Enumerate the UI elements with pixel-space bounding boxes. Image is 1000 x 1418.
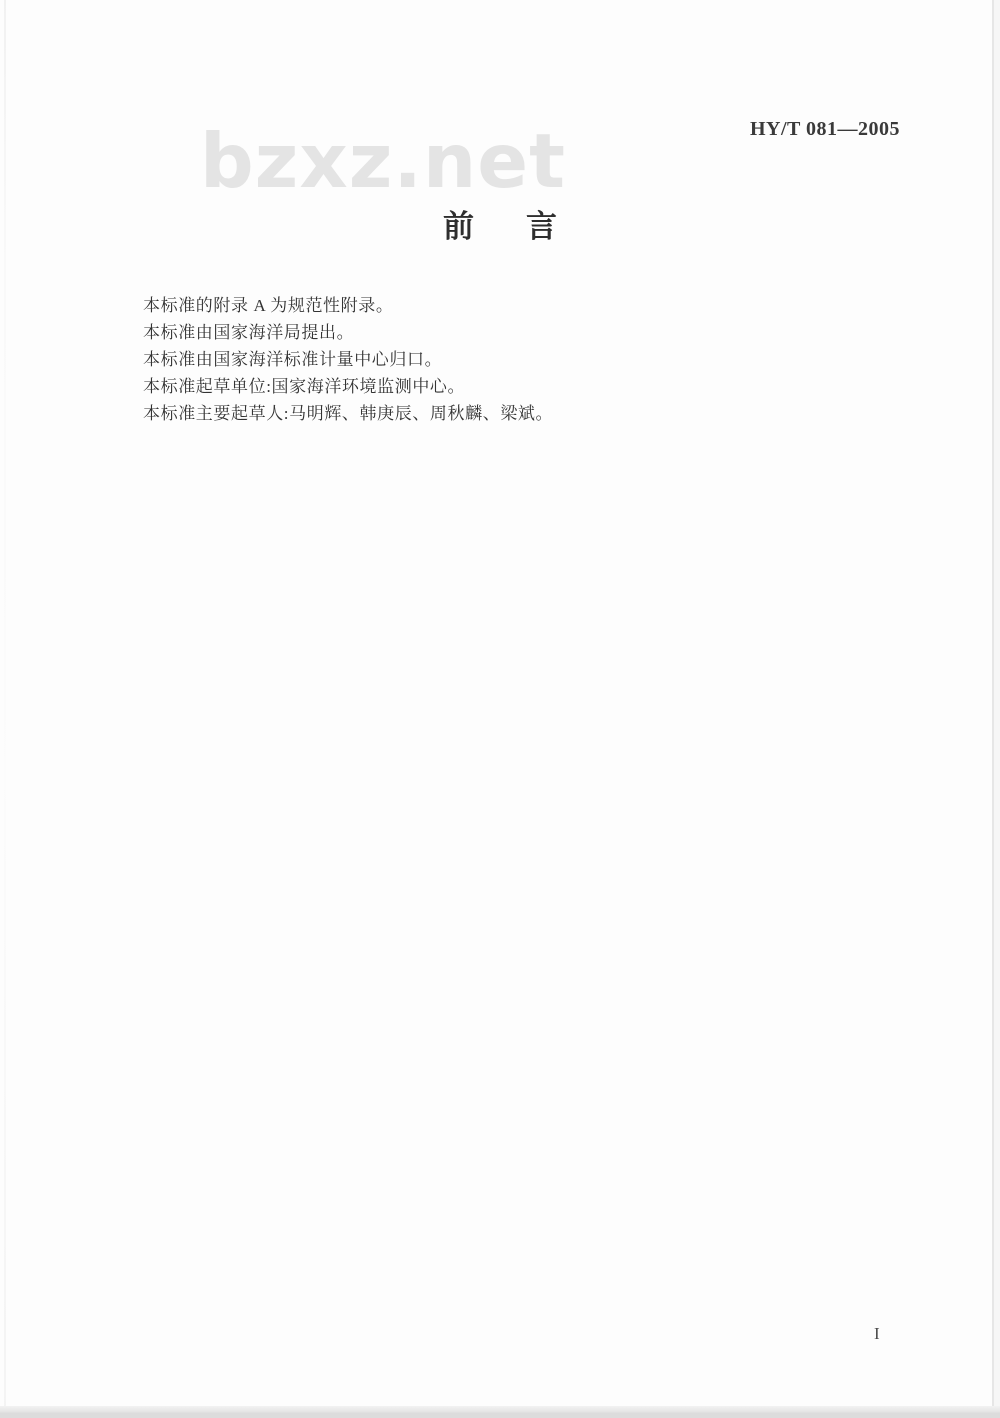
- scan-artifact-left-edge: [4, 0, 6, 1418]
- foreword-title-char-left: 前: [443, 209, 474, 245]
- site-watermark: bzxz.net: [200, 117, 566, 205]
- foreword-title-char-right: 言: [526, 209, 557, 245]
- scan-artifact-right-edge: [992, 0, 1000, 1418]
- page-number: I: [874, 1324, 880, 1343]
- foreword-title: [0, 210, 1000, 246]
- foreword-line-centralized-body: 本标准由国家海洋标准计量中心归口。: [143, 350, 443, 369]
- standard-code: HY/T 081—2005: [749, 118, 900, 140]
- scan-artifact-bottom-edge: [0, 1406, 1000, 1418]
- foreword-line-annex: 本标准的附录 A 为规范性附录。: [143, 296, 394, 315]
- foreword-body: [143, 292, 863, 427]
- foreword-line-proposer: 本标准由国家海洋局提出。: [143, 323, 355, 342]
- foreword-line-drafting-unit: 本标准起草单位:国家海洋环境监测中心。: [143, 377, 466, 396]
- foreword-line-drafters: 本标准主要起草人:马明辉、韩庚辰、周秋麟、梁斌。: [143, 404, 554, 423]
